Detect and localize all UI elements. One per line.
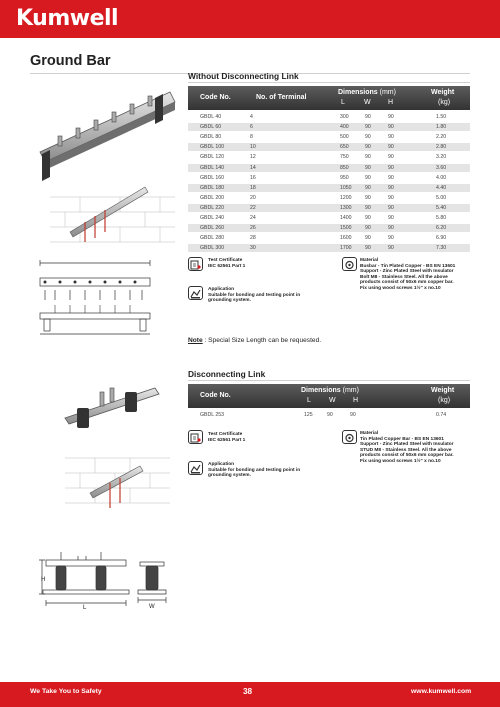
col-code: Code No.	[200, 94, 231, 101]
table-cell: 400	[340, 124, 349, 131]
table-cell: 90	[388, 124, 394, 131]
table-cell: 24	[250, 215, 256, 221]
table-cell: GBDL 60	[200, 124, 222, 131]
table-cell: GBDL 240	[200, 215, 225, 221]
col-l: L	[341, 99, 345, 106]
table-cell: 1600	[340, 235, 352, 242]
table-row	[188, 164, 470, 172]
col-weight-unit: (kg)	[438, 397, 451, 404]
ground-bar-technical-drawing	[30, 258, 160, 338]
table-row	[188, 204, 470, 212]
table-cell: GBDL 100	[200, 144, 225, 151]
table-cell: 650	[340, 144, 349, 151]
table-cell: 5.40	[436, 204, 447, 211]
table-cell: 90	[365, 215, 371, 221]
table-cell: 300	[340, 114, 349, 120]
page-number: 38	[243, 687, 253, 696]
table-cell: 750	[340, 154, 349, 161]
table-header-without-link	[188, 86, 470, 110]
ground-bar-product-illustration	[30, 82, 180, 252]
drawing-label-l: L	[83, 605, 87, 610]
footer-url: www.kumwell.com	[411, 688, 472, 695]
table-cell: 1400	[340, 215, 352, 221]
table-cell: GBDL 160	[200, 174, 225, 181]
table-row: GBDL 253 125 90 90 0.74	[200, 412, 447, 418]
table-cell: 1.80	[436, 124, 447, 131]
material-note: Material Tin Plated Copper Bar - BS EN 13601 Support - Zinc Plated Steel with Insulator STUD M8 - Stainless Steel. All the above products consist of 50x6 mm copper bar. Fix using wood screws 1½" x no.10	[360, 431, 454, 464]
table-cell: 5.80	[436, 215, 447, 221]
table-cell: 90	[365, 184, 371, 191]
table-cell: 4.40	[436, 184, 447, 191]
col-code: Code No.	[200, 392, 231, 399]
test-certificate-icon	[188, 430, 203, 444]
table-row	[188, 224, 470, 232]
table-cell: 10	[250, 144, 256, 151]
material-note: Material Busbar - Tin Plated Copper - BS EN 13601 Support - Zinc Plated Steel with Insulator Bolt M8 - Stainless Steel. All the above products consist of 50x6 mm copper bar. Fix using wood screws 1½" x no.10	[360, 258, 456, 291]
table-cell: 3.20	[436, 154, 447, 161]
table-cell: 90	[365, 124, 371, 131]
section-title-without-link: Without Disconnecting Link	[188, 71, 299, 81]
col-weight: Weight	[431, 89, 455, 96]
col-weight: Weight	[431, 387, 455, 394]
table-cell: 1.50	[436, 114, 447, 120]
col-w: W	[329, 397, 336, 404]
header-bar	[0, 0, 500, 38]
table-cell: 2.20	[436, 134, 447, 141]
table-cell: 90	[388, 144, 394, 151]
table-cell: 4	[250, 114, 253, 120]
col-dimensions: Dimensions (mm)	[301, 387, 359, 394]
table-cell: GBDL 180	[200, 184, 225, 191]
table-cell: 90	[365, 204, 371, 211]
table-cell: 90	[388, 204, 394, 211]
table-cell: 90	[365, 245, 371, 252]
table-cell: 20	[250, 194, 256, 201]
table-cell: 90	[365, 144, 371, 151]
table-cell: 90	[388, 164, 394, 171]
table-cell: 12	[250, 154, 256, 161]
table-cell: 90	[365, 114, 371, 120]
material-icon	[342, 257, 357, 271]
table-cell: 18	[250, 184, 256, 191]
table-cell: GBDL 40	[200, 114, 222, 120]
table-row	[188, 194, 470, 202]
section-divider-2	[188, 380, 470, 381]
table-cell: 90	[388, 114, 394, 120]
table-cell: 6	[250, 124, 253, 131]
table-cell: GBDL 280	[200, 235, 225, 242]
table-cell: 90	[388, 174, 394, 181]
table-row	[188, 174, 470, 182]
table-cell: GBDL 300	[200, 245, 225, 252]
table-cell: 950	[340, 174, 349, 181]
table-cell: GBDL 120	[200, 154, 225, 161]
table-cell: 1300	[340, 204, 352, 211]
table-cell: 7.30	[436, 245, 447, 252]
table-cell: 90	[388, 245, 394, 252]
application-note: Application Suitable for bonding and testing point in grounding system.	[208, 462, 301, 479]
table-cell: 28	[250, 235, 256, 242]
special-size-note: Note : Special Size Length can be requested.	[188, 337, 322, 344]
table-cell: 1500	[340, 225, 352, 232]
table-cell: 1200	[340, 194, 352, 201]
table-cell: 90	[365, 154, 371, 161]
table-row	[188, 153, 470, 161]
table-row	[188, 113, 470, 121]
table-cell: 90	[388, 215, 394, 221]
col-h: H	[388, 99, 394, 106]
disconnecting-link-product-illustration	[55, 378, 175, 518]
drawing-label-h: H	[41, 577, 46, 583]
table-cell: 22	[250, 204, 256, 211]
page-title: Ground Bar	[30, 53, 111, 69]
col-w: W	[364, 99, 371, 106]
application-note: Application Suitable for bonding and testing point in grounding system.	[208, 287, 301, 304]
table-cell: 90	[365, 134, 371, 141]
table-cell: 90	[388, 184, 394, 191]
table-row	[188, 244, 470, 252]
table-cell: 90	[388, 134, 394, 141]
section-divider	[188, 82, 470, 83]
table-cell: 3.60	[436, 164, 447, 171]
table-cell: 2.80	[436, 144, 447, 151]
table-row	[188, 234, 470, 242]
table-cell: GBDL 200	[200, 194, 225, 201]
table-cell: GBDL 220	[200, 204, 225, 211]
test-certificate-note: Test Certificate IEC 62561 Part 1	[208, 258, 246, 269]
col-l: L	[307, 397, 311, 404]
section-title-disconnecting-link: Disconnecting Link	[188, 369, 266, 379]
table-cell: 90	[365, 235, 371, 242]
table-cell: GBDL 260	[200, 225, 225, 232]
table-cell: 30	[250, 245, 256, 252]
table-cell: 26	[250, 225, 256, 232]
table-cell: 90	[388, 235, 394, 242]
test-certificate-note: Test Certificate IEC 62561 Part 1	[208, 432, 246, 443]
table-cell: 6.20	[436, 225, 447, 232]
table-cell: 90	[388, 225, 394, 232]
table-cell: 16	[250, 174, 256, 181]
application-icon	[188, 461, 203, 475]
table-cell: 5.00	[436, 194, 447, 201]
application-icon	[188, 286, 203, 300]
table-cell: 90	[388, 194, 394, 201]
col-h: H	[353, 397, 359, 404]
table-row	[188, 143, 470, 151]
table-cell: 850	[340, 164, 349, 171]
table-cell: 90	[365, 164, 371, 171]
table-cell: 90	[365, 194, 371, 201]
table-cell: 90	[388, 154, 394, 161]
table-header-disconnecting-link	[188, 384, 470, 408]
brand-logo: Kumwell	[16, 6, 119, 31]
col-dimensions: Dimensions (mm)	[338, 89, 396, 96]
table-cell: GBDL 80	[200, 134, 222, 141]
table-cell: 1700	[340, 245, 352, 252]
disconnecting-link-technical-drawing	[38, 548, 178, 610]
table-row	[188, 133, 470, 141]
col-terminals: No. of Terminal	[256, 94, 307, 101]
table-cell: 8	[250, 134, 253, 141]
footer-slogan: We Take You to Safety	[30, 688, 102, 695]
table-cell: 500	[340, 134, 349, 141]
table-row	[188, 123, 470, 131]
col-weight-unit: (kg)	[438, 99, 451, 106]
table-cell: 14	[250, 164, 256, 171]
drawing-label-w: W	[149, 604, 155, 610]
material-icon	[342, 430, 357, 444]
table-cell: 6.90	[436, 235, 447, 242]
table-cell: 90	[365, 174, 371, 181]
table-row	[188, 214, 470, 222]
table-cell: 1050	[340, 184, 352, 191]
table-cell: GBDL 140	[200, 164, 225, 171]
table-cell: 90	[365, 225, 371, 232]
footer-bar	[0, 682, 500, 707]
test-certificate-icon	[188, 257, 203, 271]
table-cell: 4.00	[436, 174, 447, 181]
table-row	[188, 184, 470, 192]
